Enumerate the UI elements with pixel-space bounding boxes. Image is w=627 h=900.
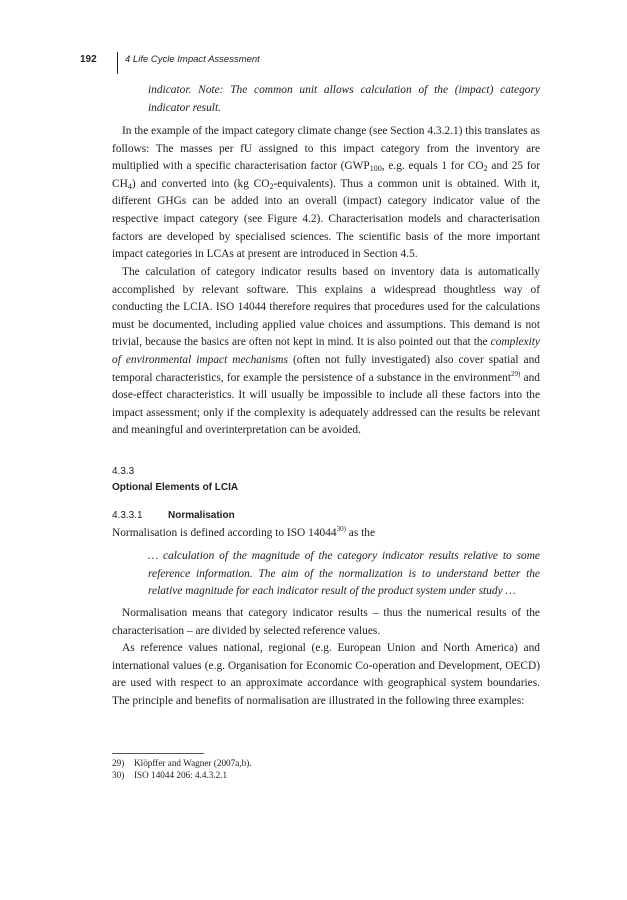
footnote-ref[interactable]: 29) [511, 369, 521, 378]
subscript: 2 [269, 181, 274, 191]
text-run: (often not fully investigated) also cover spatial and temporal characteristics, for example the persistence of a substance in the environment [112, 353, 540, 384]
footnote-number: 29) [112, 758, 125, 768]
paragraph-normalisation-definition [112, 525, 540, 543]
text-run: In the example of the impact category climate change (see Section 4.3.2.1) this translates as follows: The masses per fU assigned to this impact category from the inventory are multiplied with a specific characterisation factor (GWP [112, 125, 540, 173]
subscript: 4 [127, 181, 132, 191]
text-run: , e.g. equals 1 for CO [381, 160, 484, 173]
page-number: 192 [80, 54, 97, 65]
text-run: and dose-effect characteristics. It will usually be impossible to include all these factors into the impact assessment; only if the complexity is adequately addressed can the results be relevant and meaningful and overinterpretation can be avoided. [112, 371, 541, 437]
definition-note-line: indicator. Note: The common unit allows calculation of the (impact) category [148, 84, 540, 96]
chapter-title: 4 Life Cycle Impact Assessment [125, 54, 260, 65]
text-run: and 25 for CH [112, 160, 540, 190]
iso-quote: … calculation of the magnitude of the category indicator results relative to some reference information. The aim of the normalization is to understand better the relative magnitude for each indicator result of the product system under study … [148, 550, 540, 598]
paragraph-climate-change-example [112, 123, 540, 264]
subscript: 2 [483, 164, 488, 174]
section-title: Optional Elements of LCIA [112, 482, 239, 493]
italic-term: complexity of environmental impact mechanisms [112, 336, 540, 366]
definition-note-line: indicator result. [148, 101, 221, 114]
text-run: as the [345, 527, 376, 539]
section-number: 4.3.3 [112, 466, 135, 477]
subsection-number: 4.3.3.1 [112, 510, 143, 521]
footnote-divider [112, 753, 204, 754]
footnote [112, 757, 252, 769]
definition-note [148, 82, 540, 117]
text-run: ) and converted into (kg CO [131, 177, 270, 190]
subsection-title: Normalisation [168, 510, 235, 521]
subscript: 100 [369, 164, 382, 174]
text-run: Normalisation is defined according to ISO 14044 [112, 527, 337, 539]
footnote-text: Klöpffer and Wagner (2007a,b). [134, 758, 252, 768]
footnote [112, 769, 252, 781]
footnote-ref[interactable]: 30) [336, 525, 346, 533]
paragraph-normalisation-meaning: Normalisation means that category indicator results – thus the numerical results of the characterisation – are divided by selected reference values. [112, 607, 540, 637]
text-run: The calculation of category indicator results based on inventory data is automatically accomplished by relevant software. This explains a widespread thoughtless way of conducting the LCIA. ISO 14044 therefore requires that procedures used for the calculations must be documented, including applied value choices and assumptions. This demand is not trivial, because the basics are often not kept in mind. It is also pointed out that the [112, 266, 540, 349]
header-divider [117, 52, 118, 74]
paragraph-reference-values: As reference values national, regional (e.g. European Union and North America) and international values (e.g. Organisation for Economic Co-operation and Development, OECD) are used with respect to an approximate accordance with geographical system boundaries. The principle and benefits of normalisation are illustrated in the following three examples: [112, 642, 540, 707]
paragraph-calculation [112, 264, 540, 440]
footnote-number: 30) [112, 770, 125, 780]
subsection-heading [112, 510, 235, 521]
text-run: -equivalents). Thus a common unit is obtained. With it, different GHGs can be added into an overall (impact) category indicator value of the respective impact category (see Figure 4.2). Characterisation models and characterisation factors are developed by specialised sciences. The scientific basis of the more important impact categories in LCAs at present are introduced in Section 4.5. [112, 177, 540, 261]
footnotes [112, 757, 252, 781]
footnote-text: ISO 14044 206: 4.4.3.2.1 [134, 770, 228, 780]
